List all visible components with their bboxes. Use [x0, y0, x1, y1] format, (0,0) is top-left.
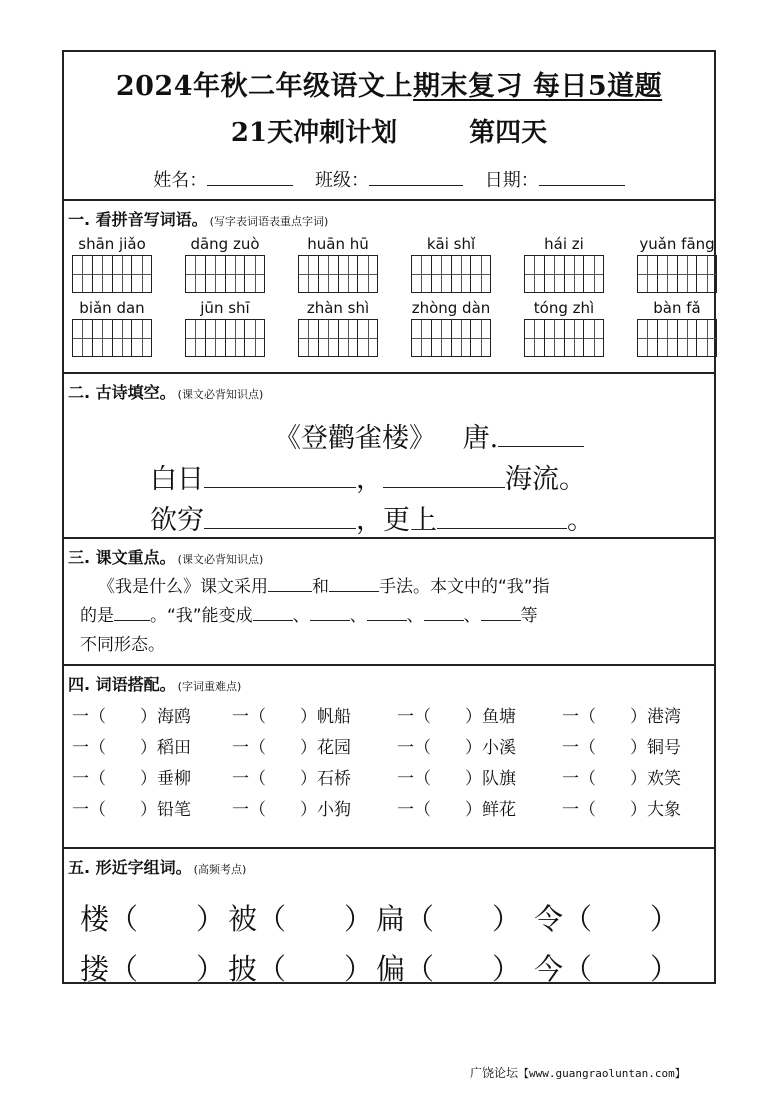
similar-char: 今: [534, 952, 564, 986]
pinyin-item: [296, 297, 380, 357]
matching-row: [72, 795, 714, 825]
writing-grid[interactable]: [411, 255, 491, 293]
matching-item[interactable]: [562, 795, 681, 820]
pinyin-item: [296, 233, 380, 293]
similar-char: 偏: [376, 952, 406, 986]
grid-cell[interactable]: [544, 320, 564, 356]
grid-cell[interactable]: [244, 256, 264, 292]
matching-prefix: 一（ ）: [72, 738, 157, 758]
matching-row: [72, 764, 714, 794]
grid-cell[interactable]: [470, 256, 490, 292]
matching-item[interactable]: [397, 702, 516, 727]
matching-item[interactable]: [72, 764, 191, 789]
matching-word: 石桥: [317, 769, 351, 789]
matching-row: [72, 702, 714, 732]
grid-cell[interactable]: [112, 256, 132, 292]
name-field[interactable]: [153, 166, 293, 192]
grid-cell[interactable]: [338, 256, 358, 292]
pinyin-text: shān jiǎo: [78, 235, 146, 253]
para-blank-2[interactable]: [329, 575, 379, 592]
similar-char-item[interactable]: [80, 897, 225, 938]
matching-prefix: 一（ ）: [232, 800, 317, 820]
writing-grid[interactable]: [185, 319, 265, 357]
section4-heading: 四. 词语搭配。: [68, 675, 176, 694]
matching-row: [72, 733, 714, 763]
similar-char-item[interactable]: [376, 897, 521, 938]
pinyin-text: bàn fǎ: [653, 299, 701, 317]
grid-cell[interactable]: [451, 320, 471, 356]
pinyin-item: [70, 233, 154, 293]
poem-period: 。: [567, 505, 594, 536]
matching-prefix: 一（ ）: [72, 800, 157, 820]
section5-note: (高频考点): [193, 863, 247, 876]
grid-cell[interactable]: [92, 256, 112, 292]
matching-prefix: 一（ ）: [232, 769, 317, 789]
matching-word: 垂柳: [157, 769, 191, 789]
matching-item[interactable]: [232, 702, 351, 727]
para-text-5: 。“我”能变成: [150, 606, 253, 626]
poem-dynasty: 唐.: [462, 423, 499, 454]
matching-word: 铜号: [647, 738, 681, 758]
grid-cell[interactable]: [225, 256, 245, 292]
grid-cell[interactable]: [696, 320, 716, 356]
matching-word: 小溪: [482, 738, 516, 758]
grid-cell[interactable]: [112, 320, 132, 356]
grid-cell[interactable]: [657, 320, 677, 356]
similar-char-item[interactable]: [534, 897, 679, 938]
matching-word: 大象: [647, 800, 681, 820]
matching-item[interactable]: [232, 733, 351, 758]
para-blank-5[interactable]: [310, 604, 350, 621]
title-underlined: 期末复习 每日5道题: [412, 71, 663, 102]
writing-grid[interactable]: [72, 255, 152, 293]
matching-prefix: 一（ ）: [232, 707, 317, 727]
title-plain: 2024年秋二年级语文上: [115, 71, 413, 102]
writing-grid[interactable]: [637, 255, 717, 293]
answer-paren[interactable]: （ ）: [257, 902, 374, 936]
matching-item[interactable]: [232, 795, 351, 820]
grid-cell[interactable]: [431, 320, 451, 356]
poem-title: 《登鹳雀楼》: [274, 423, 436, 454]
matching-item[interactable]: [232, 764, 351, 789]
similar-char-item[interactable]: [228, 947, 373, 988]
pinyin-text: kāi shǐ: [426, 235, 476, 253]
subtitle-day: 第四天: [469, 118, 548, 148]
poem-title-line: [274, 416, 714, 455]
pinyin-item: [183, 233, 267, 293]
para-sep: 、: [292, 606, 310, 626]
answer-paren[interactable]: （ ）: [405, 902, 522, 936]
grid-cell[interactable]: [564, 320, 584, 356]
grid-cell[interactable]: [412, 320, 431, 356]
section-heading: [68, 672, 241, 695]
pinyin-text: hái zi: [544, 235, 584, 253]
matching-word: 花园: [317, 738, 351, 758]
para-sep: 、: [463, 606, 481, 626]
grid-cell[interactable]: [431, 256, 451, 292]
pinyin-item: [635, 297, 719, 357]
pinyin-text: jūn shī: [200, 299, 250, 317]
date-label: 日期：: [484, 170, 539, 191]
matching-word: 铅笔: [157, 800, 191, 820]
grid-cell[interactable]: [225, 320, 245, 356]
writing-grid[interactable]: [524, 255, 604, 293]
page-subtitle: [64, 112, 714, 149]
poem-blank-4[interactable]: [437, 504, 567, 529]
section1-heading: 一. 看拼音写词语。: [68, 210, 208, 229]
answer-paren[interactable]: （ ）: [563, 952, 680, 986]
matching-word: 稻田: [157, 738, 191, 758]
grid-cell[interactable]: [583, 320, 603, 356]
section-heading: [68, 380, 263, 403]
poem-line1-end: 海流。: [505, 464, 586, 495]
pinyin-text: zhàn shì: [306, 299, 370, 317]
grid-cell[interactable]: [131, 256, 151, 292]
grid-cell[interactable]: [583, 256, 603, 292]
matching-word: 鲜花: [482, 800, 516, 820]
poem-line-1: [150, 457, 714, 496]
similar-char: 令: [534, 902, 564, 936]
grid-cell[interactable]: [357, 256, 377, 292]
section-heading: [68, 545, 263, 568]
grid-cell[interactable]: [638, 320, 657, 356]
para-line-2: [80, 602, 704, 631]
matching-prefix: 一（ ）: [562, 800, 647, 820]
grid-cell[interactable]: [338, 320, 358, 356]
pinyin-item: [409, 297, 493, 357]
answer-paren[interactable]: （ ）: [257, 952, 374, 986]
writing-grid[interactable]: [298, 255, 378, 293]
matching-item[interactable]: [562, 764, 681, 789]
footer-url[interactable]: 【www.guangraoluntan.com】: [518, 1067, 686, 1080]
matching-prefix: 一（ ）: [562, 769, 647, 789]
para-text-2: 和: [312, 577, 329, 597]
grid-cell[interactable]: [92, 320, 112, 356]
similar-char: 搂: [80, 952, 110, 986]
grid-cell[interactable]: [318, 256, 338, 292]
poem-blank-2[interactable]: [383, 463, 505, 488]
grid-cell[interactable]: [205, 256, 225, 292]
writing-grid[interactable]: [298, 319, 378, 357]
poem-line2-mid: ，更上: [356, 505, 437, 536]
matching-prefix: 一（ ）: [72, 769, 157, 789]
para-sep: 、: [349, 606, 367, 626]
pinyin-text: tóng zhì: [533, 299, 595, 317]
para-blank-7[interactable]: [424, 604, 464, 621]
writing-grid[interactable]: [185, 255, 265, 293]
section1-note: (写字表词语表重点字词): [209, 215, 329, 228]
pinyin-item: [522, 233, 606, 293]
matching-prefix: 一（ ）: [562, 738, 647, 758]
section-pinyin: [64, 201, 714, 374]
para-text-3: 手法。本文中的“我”指: [379, 577, 550, 597]
similar-char-item[interactable]: [376, 947, 521, 988]
matching-prefix: 一（ ）: [72, 707, 157, 727]
matching-item[interactable]: [397, 795, 516, 820]
date-field[interactable]: [485, 166, 625, 192]
grid-cell[interactable]: [205, 320, 225, 356]
grid-cell[interactable]: [73, 256, 92, 292]
similar-char-item[interactable]: [534, 947, 679, 988]
poem-line2-start: 欲穷: [150, 505, 204, 536]
similar-char-row: [64, 897, 714, 947]
matching-prefix: 一（ ）: [232, 738, 317, 758]
similar-char: 扁: [376, 902, 406, 936]
matching-prefix: 一（ ）: [562, 707, 647, 727]
grid-cell[interactable]: [525, 320, 544, 356]
section-key-points: [64, 539, 714, 666]
similar-char-item[interactable]: [80, 947, 225, 988]
class-field[interactable]: [315, 166, 463, 192]
para-text-4: 的是: [80, 606, 114, 626]
matching-prefix: 一（ ）: [397, 769, 482, 789]
writing-grid[interactable]: [411, 319, 491, 357]
author-blank[interactable]: [498, 422, 584, 447]
similar-char: 楼: [80, 902, 110, 936]
section-poem: [64, 374, 714, 539]
writing-grid[interactable]: [524, 319, 604, 357]
section-heading: [68, 207, 328, 230]
date-blank[interactable]: [539, 169, 625, 186]
subtitle-plan: 21天冲刺计划: [230, 118, 398, 148]
grid-cell[interactable]: [677, 320, 697, 356]
answer-paren[interactable]: （ ）: [563, 902, 680, 936]
answer-paren[interactable]: （ ）: [109, 902, 226, 936]
matching-item[interactable]: [562, 702, 681, 727]
pinyin-item: [409, 233, 493, 293]
section3-note: (课文必背知识点): [177, 553, 264, 566]
matching-word: 队旗: [482, 769, 516, 789]
grid-cell[interactable]: [638, 256, 657, 292]
worksheet: [62, 50, 716, 984]
poem-blank-3[interactable]: [204, 504, 356, 529]
pinyin-item: [522, 297, 606, 357]
grid-cell[interactable]: [544, 256, 564, 292]
name-blank[interactable]: [207, 169, 293, 186]
para-blank-1[interactable]: [268, 575, 312, 592]
grid-cell[interactable]: [186, 320, 205, 356]
section-heading: [68, 855, 246, 878]
answer-paren[interactable]: （ ）: [109, 952, 226, 986]
class-label: 班级：: [315, 170, 369, 191]
section5-heading: 五. 形近字组词。: [68, 858, 192, 877]
grid-cell[interactable]: [677, 256, 697, 292]
class-blank[interactable]: [369, 169, 463, 186]
footer: [470, 1064, 686, 1081]
matching-word: 小狗: [317, 800, 351, 820]
matching-item[interactable]: [72, 702, 191, 727]
pinyin-text: zhòng dàn: [411, 299, 491, 317]
grid-cell[interactable]: [696, 256, 716, 292]
para-text-1: 《我是什么》课文采用: [98, 577, 268, 597]
key-points-paragraph: [80, 573, 704, 660]
pinyin-text: dāng zuò: [190, 235, 260, 253]
grid-cell[interactable]: [318, 320, 338, 356]
grid-cell[interactable]: [299, 320, 318, 356]
similar-char-item[interactable]: [228, 897, 373, 938]
para-blank-8[interactable]: [481, 604, 521, 621]
para-blank-6[interactable]: [367, 604, 407, 621]
grid-cell[interactable]: [299, 256, 318, 292]
grid-cell[interactable]: [564, 256, 584, 292]
pinyin-item: [70, 297, 154, 357]
grid-cell[interactable]: [451, 256, 471, 292]
writing-grid[interactable]: [72, 319, 152, 357]
matching-item[interactable]: [397, 764, 516, 789]
matching-item[interactable]: [72, 733, 191, 758]
grid-cell[interactable]: [131, 320, 151, 356]
similar-char: 披: [228, 952, 258, 986]
grid-cell[interactable]: [186, 256, 205, 292]
matching-word: 鱼塘: [482, 707, 516, 727]
pinyin-item: [635, 233, 719, 293]
grid-cell[interactable]: [657, 256, 677, 292]
similar-char-row: [64, 947, 714, 997]
answer-paren[interactable]: （ ）: [405, 952, 522, 986]
pinyin-text: biǎn dan: [79, 299, 145, 317]
poem-line1-start: 白日: [150, 464, 204, 495]
section-word-matching: [64, 666, 714, 849]
section3-heading: 三. 课文重点。: [68, 548, 176, 567]
section-similar-chars: [64, 849, 714, 984]
grid-cell[interactable]: [244, 320, 264, 356]
matching-item[interactable]: [397, 733, 516, 758]
name-label: 姓名：: [153, 170, 208, 191]
poem-line-2: [150, 498, 714, 537]
grid-cell[interactable]: [412, 256, 431, 292]
worksheet-header: [64, 52, 714, 201]
grid-cell[interactable]: [525, 256, 544, 292]
matching-word: 欢笑: [647, 769, 681, 789]
section2-note: (课文必背知识点): [177, 388, 264, 401]
para-blank-4[interactable]: [253, 604, 293, 621]
para-sep: 、: [406, 606, 424, 626]
poem-comma: ，: [356, 464, 383, 495]
grid-cell[interactable]: [73, 320, 92, 356]
para-line-1: [80, 573, 704, 602]
writing-grid[interactable]: [637, 319, 717, 357]
matching-prefix: 一（ ）: [397, 800, 482, 820]
matching-word: 港湾: [647, 707, 681, 727]
grid-cell[interactable]: [470, 320, 490, 356]
page-title: [64, 64, 714, 103]
pinyin-text: huān hū: [307, 235, 369, 253]
matching-item[interactable]: [562, 733, 681, 758]
poem-blank-1[interactable]: [204, 463, 356, 488]
section4-note: (字词重难点): [177, 680, 242, 693]
matching-word: 海鸥: [157, 707, 191, 727]
pinyin-text: yuǎn fāng: [639, 235, 715, 253]
section2-heading: 二. 古诗填空。: [68, 383, 176, 402]
pinyin-item: [183, 297, 267, 357]
grid-cell[interactable]: [357, 320, 377, 356]
matching-prefix: 一（ ）: [397, 707, 482, 727]
para-text-6: 等: [520, 606, 538, 626]
para-blank-3[interactable]: [114, 604, 150, 621]
similar-char: 被: [228, 902, 258, 936]
matching-prefix: 一（ ）: [397, 738, 482, 758]
matching-word: 帆船: [317, 707, 351, 727]
para-line-3: 不同形态。: [80, 635, 165, 655]
student-info-row: [64, 166, 714, 192]
matching-item[interactable]: [72, 795, 191, 820]
footer-site-name: 广饶论坛: [470, 1066, 519, 1080]
